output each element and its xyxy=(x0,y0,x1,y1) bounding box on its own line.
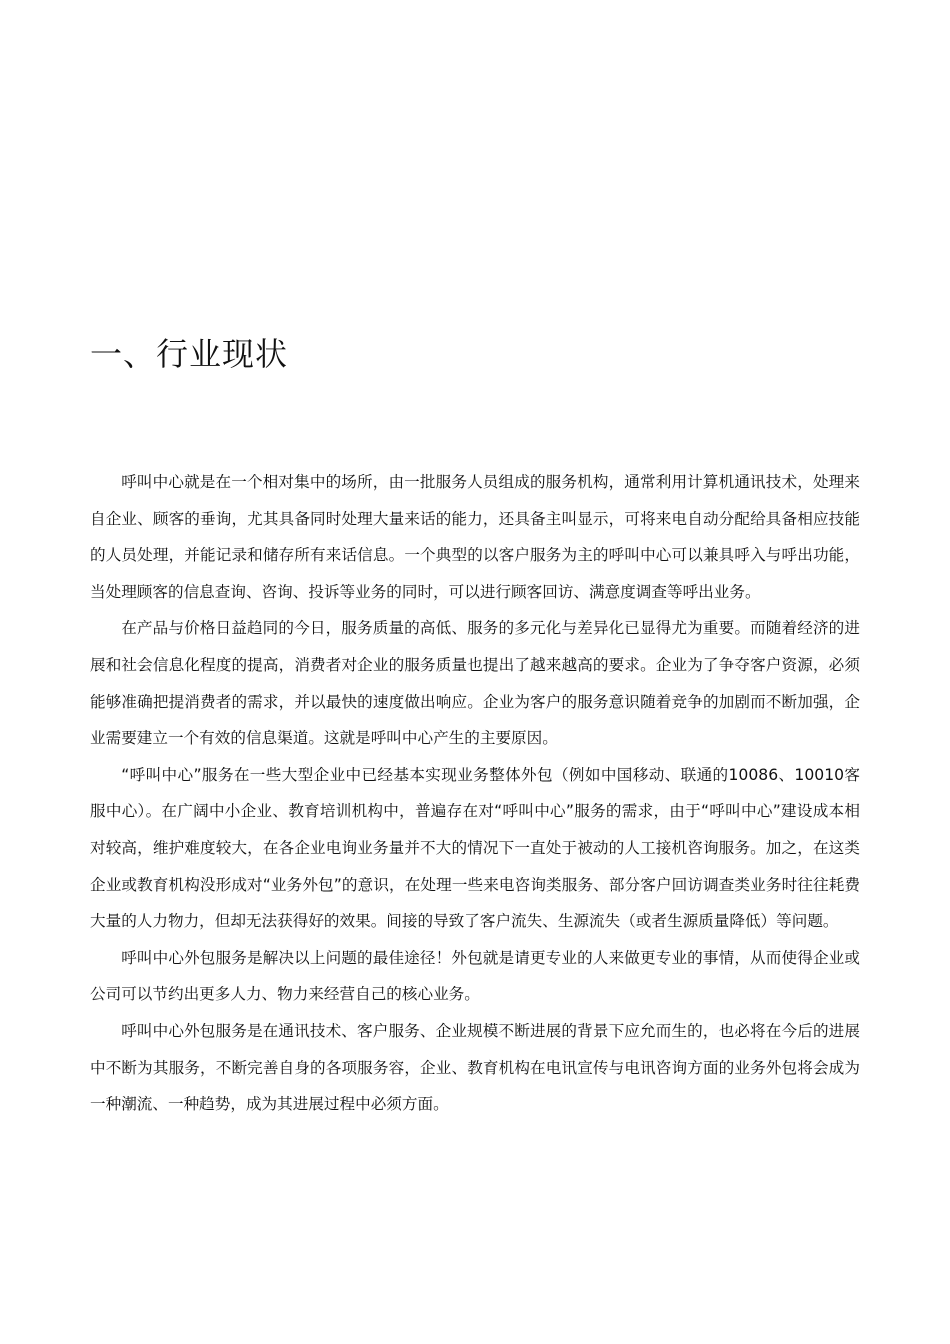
paragraph-outsourcing-solution: 呼叫中心外包服务是解决以上问题的最佳途径！外包就是请更专业的人来做更专业的事情，从而使得企业或公司可以节约出更多人力、物力来经营自己的核心业务。 xyxy=(90,948,860,1004)
paragraph-service-quality: 在产品与价格日益趋同的今日，服务质量的高低、服务的多元化与差异化已显得尤为重要。而随着经济的进展和社会信息化程度的提高，消费者对企业的服务质量也提出了越来越高的要求。企业为了争夺客户资源，必须能够准确把提消费者的需求，并以最快的速度做出响应。企业为客户的服务意识随着竞争的加剧而不断加强，企业需要建立一个有效的信息渠道。这就是呼叫中心产生的主要原因。 xyxy=(90,619,860,748)
paragraph-outsourcing-demand: “呼叫中心”服务在一些大型企业中已经基本实现业务整体外包（例如中国移动、联通的10086、10010客服中心）。在广阔中小企业、教育培训机构中，普遍存在对“呼叫中心”服务的需求，由于“呼叫中心”建设成本相对较高，维护难度较大，在各企业电询业务量并不大的情况下一直处于被动的人工接机咨询服务。加之，在这类企业或教育机构没形成对“业务外包”的意识，在处理一些来电咨询类服务、部分客户回访调查类业务时往往耗费大量的人力物力，但却无法获得好的效果。间接的导致了客户流失、生源流失（或者生源质量降低）等问题。 xyxy=(90,765,860,931)
body-text xyxy=(90,464,860,1123)
section-heading: 一、行业现状 xyxy=(90,335,289,373)
paragraph-call-center-definition: 呼叫中心就是在一个相对集中的场所，由一批服务人员组成的服务机构，通常利用计算机通讯技术，处理来自企业、顾客的垂询，尤其具备同时处理大量来话的能力，还具备主叫显示，可将来电自动分配给具备相应技能的人员处理，并能记录和储存所有来话信息。一个典型的以客户服务为主的呼叫中心可以兼具呼入与呼出功能，当处理顾客的信息查询、咨询、投诉等业务的同时，可以进行顾客回访、满意度调查等呼出业务。 xyxy=(90,473,860,601)
paragraph-outsourcing-trend: 呼叫中心外包服务是在通讯技术、客户服务、企业规模不断进展的背景下应允而生的，也必将在今后的进展中不断为其服务，不断完善自身的各项服务容，企业、教育机构在电讯宣传与电讯咨询方面的业务外包将会成为一种潮流、一种趋势，成为其进展过程中必须方面。 xyxy=(90,1021,860,1114)
